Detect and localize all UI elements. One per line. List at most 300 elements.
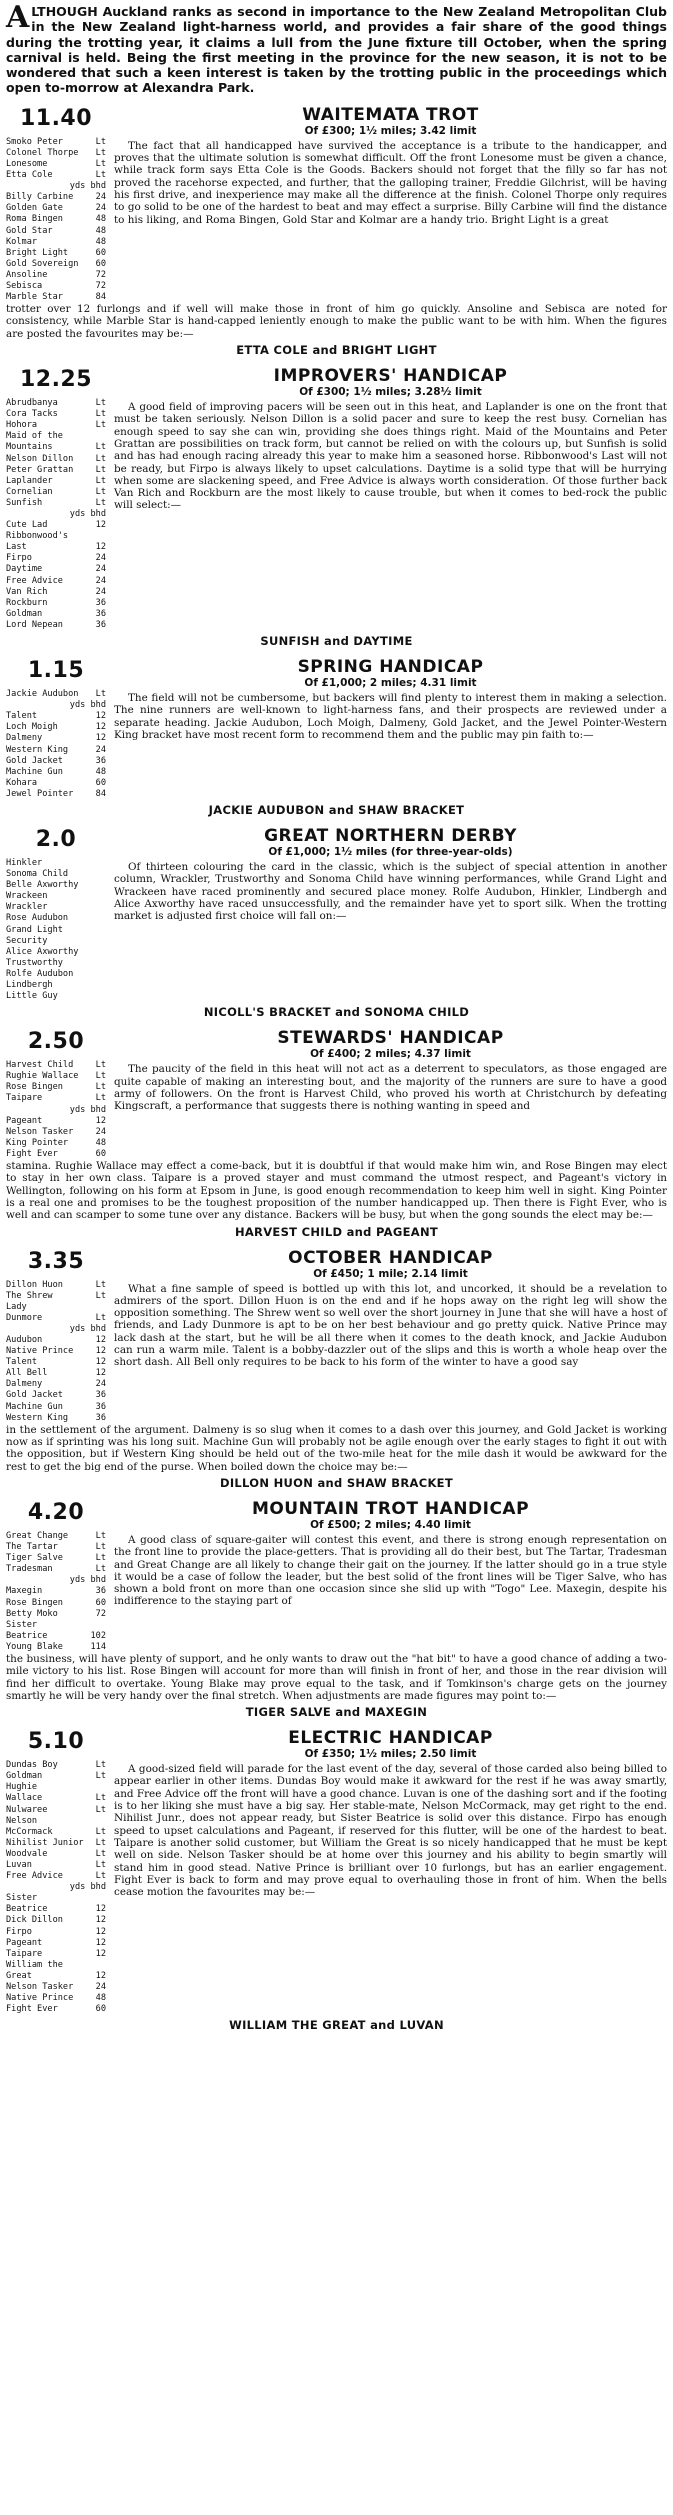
entry-horse: Maid of the (6, 431, 63, 442)
entry-horse: Rughie Wallace (6, 1071, 79, 1082)
entry-mark: Lt (95, 158, 106, 169)
entry-horse: Ribbonwood's (6, 531, 69, 542)
entry-horse: Bright Light (6, 247, 69, 258)
entry-row (6, 947, 106, 958)
entry-row (6, 420, 106, 431)
entry-horse: Sister (6, 1619, 38, 1630)
race-time: 2.0 (35, 826, 77, 852)
entry-row (6, 969, 106, 980)
entry-row (6, 454, 106, 465)
entry-row (6, 858, 106, 869)
entry-mark: Lt (95, 1760, 106, 1771)
entry-row (6, 148, 106, 159)
entry-row (6, 1860, 106, 1871)
race-stake: Of £450; 1 mile; 2.14 limit (313, 1267, 468, 1280)
entry-mark: 24 (95, 575, 106, 586)
entry-horse: Taipare (6, 1948, 43, 1959)
entry-horse: Rose Bingen (6, 1597, 63, 1608)
entry-row (6, 1346, 106, 1357)
entry-row (6, 248, 106, 259)
entry-horse: Etta Cole (6, 170, 53, 181)
entry-row (6, 1816, 106, 1827)
entry-row (6, 1971, 106, 1982)
race-stake: Of £300; 1½ miles; 3.28½ limit (299, 386, 482, 399)
entry-horse: Free Advice (6, 1871, 63, 1882)
entry-row (6, 1105, 106, 1116)
entry-row (6, 1960, 106, 1971)
entry-mark: 72 (95, 1608, 106, 1619)
entry-horse: Nelson Tasker (6, 1982, 74, 1993)
entry-mark: 24 (95, 192, 106, 203)
entry-horse: Loch Moigh (6, 722, 58, 733)
entry-mark: 24 (95, 1126, 106, 1137)
entry-mark: 12 (95, 711, 106, 722)
entry-row (6, 576, 106, 587)
entry-horse: Great (6, 1970, 32, 1981)
entry-horse: Peter Grattan (6, 464, 74, 475)
entry-mark: 36 (95, 619, 106, 630)
entry-horse: Betty Moko (6, 1608, 58, 1619)
race-left-column (6, 1247, 106, 1424)
entry-horse: Talent (6, 1357, 38, 1368)
entry-row (6, 1138, 106, 1149)
entry-mark: 36 (95, 608, 106, 619)
entry-horse: Dalmeny (6, 1379, 43, 1390)
entries-list (6, 1760, 106, 2015)
race-right-column (106, 104, 667, 226)
entry-horse: Native Prince (6, 1346, 74, 1357)
entry-mark: Lt (95, 1837, 106, 1848)
entry-horse: Trustworthy (6, 957, 63, 968)
entry-mark: Lt (95, 1793, 106, 1804)
race-row (6, 1027, 667, 1160)
entry-horse: Machine Gun (6, 766, 63, 777)
entry-row (6, 1993, 106, 2004)
entry-mark: yds bhd (69, 1882, 106, 1893)
entry-mark: 12 (95, 1115, 106, 1126)
race-right-column (106, 1498, 667, 1608)
entry-mark: 102 (90, 1630, 106, 1641)
race-left-column (6, 104, 106, 303)
entry-row (6, 1324, 106, 1335)
entry-mark: Lt (95, 1804, 106, 1815)
entry-mark: 12 (95, 733, 106, 744)
race-row (6, 1247, 667, 1424)
entry-mark: 48 (95, 236, 106, 247)
entry-row (6, 1805, 106, 1816)
race-right-column (106, 825, 667, 922)
entry-mark: Lt (95, 1542, 106, 1553)
entry-horse: Tiger Salve (6, 1553, 63, 1564)
entry-row (6, 553, 106, 564)
entry-horse: Golden Gate (6, 203, 63, 214)
race-time: 11.40 (19, 105, 93, 131)
entry-mark: Lt (95, 136, 106, 147)
entry-horse: Ansoline (6, 269, 48, 280)
entry-mark: Lt (95, 453, 106, 464)
entry-row (6, 542, 106, 553)
entry-row (6, 1793, 106, 1804)
entry-horse: Western King (6, 1412, 69, 1423)
entry-horse: Western King (6, 744, 69, 755)
race-section (6, 1247, 667, 1490)
entry-mark: 24 (95, 744, 106, 755)
entry-horse: Native Prince (6, 1993, 74, 2004)
entry-horse: Firpo (6, 553, 32, 564)
entry-mark: 36 (95, 597, 106, 608)
entry-row (6, 1060, 106, 1071)
entry-row (6, 159, 106, 170)
entry-horse: Woodvale (6, 1848, 48, 1859)
entry-row (6, 958, 106, 969)
entry-horse: Van Rich (6, 586, 48, 597)
entries-list (6, 1060, 106, 1160)
race-commentary: A good field of improving pacers will be seen out in this heat, and Laplander is one on the front that must be taken seriously. Nelson Dillon is a solid pacer and sure to keep the rest busy. Cornelian has enough speed to say she can win, providing she does things right. Maid of the Mountains and Peter Grattan are possibilities on track form, but cannot be relied on with the colours up, but Sunfish is solid and has had enough racing already this year to make him a seasoned horse. Ribbonwood's Last will not be ready, but Firpo is always likely to upset calculations. Daytime is a solid type that will be hurrying when some are slackening speed, and Free Advice is always worth consideration. Of those further back Van Rich and Rockburn are the most likely to cause trouble, but when it comes to bed-rock the public will select:— (114, 401, 667, 512)
entry-horse: Marble Star (6, 292, 63, 303)
entry-horse: Belle Axworthy (6, 880, 79, 891)
entry-row (6, 1598, 106, 1609)
entry-row (6, 1915, 106, 1926)
entry-mark: Lt (95, 420, 106, 431)
race-title: OCTOBER HANDICAP (288, 1247, 493, 1268)
entry-row (6, 270, 106, 281)
race-time: 2.50 (27, 1029, 85, 1055)
entry-horse: McCormack (6, 1826, 53, 1837)
entry-horse: Last (6, 542, 27, 553)
entry-mark: Lt (95, 497, 106, 508)
entry-row (6, 778, 106, 789)
entry-horse: Smoko Peter (6, 136, 63, 147)
entry-horse: Little Guy (6, 991, 58, 1002)
entry-mark: Lt (95, 1312, 106, 1323)
entry-mark: 12 (95, 1970, 106, 1981)
entry-horse: Audubon (6, 1335, 43, 1345)
entry-row (6, 203, 106, 214)
race-right-column (106, 365, 667, 512)
entry-row (6, 214, 106, 225)
entry-row (6, 1149, 106, 1160)
entry-horse: Roma Bingen (6, 214, 63, 225)
entry-horse: Lindbergh (6, 980, 53, 991)
entries-list (6, 689, 106, 800)
entry-row (6, 1642, 106, 1653)
race-section (6, 825, 667, 1019)
entry-row (6, 880, 106, 891)
entry-row (6, 487, 106, 498)
entry-mark: Lt (95, 464, 106, 475)
race-selection: SUNFISH and DAYTIME (260, 634, 413, 649)
race-stake: Of £400; 2 miles; 4.37 limit (310, 1048, 471, 1061)
entry-horse: Rockburn (6, 597, 48, 608)
entry-horse: Pageant (6, 1115, 43, 1126)
race-selection: JACKIE AUDUBON and SHAW BRACKET (208, 802, 465, 817)
entry-row (6, 925, 106, 936)
entry-row (6, 1620, 106, 1631)
entry-horse: Grand Light (6, 924, 63, 935)
race-selection: ETTA COLE and BRIGHT LIGHT (236, 343, 437, 358)
entry-horse: Nulwaree (6, 1804, 48, 1815)
entry-row (6, 1335, 106, 1346)
entry-horse: Firpo (6, 1926, 32, 1937)
entry-row (6, 1782, 106, 1793)
entry-row (6, 891, 106, 902)
entry-row (6, 1575, 106, 1586)
entry-row (6, 587, 106, 598)
entry-row (6, 1071, 106, 1082)
race-section (6, 104, 667, 357)
entry-horse: Tradesman (6, 1564, 53, 1575)
entry-mark: yds bhd (69, 1323, 106, 1334)
race-commentary-continued: the business, will have plenty of support, and he only wants to draw out the "hat bit" to have a good chance of adding a two-mile victory to his list. Rose Bingen will account for more than will finish in front of her, and those in the rear division will find her difficult to overtake. Young Blake may prove equal to the task, and if Tomkinson's charge gets on the journey smartly he will be very handy over the final stretch. When adjustments are made figures may point to:— (6, 1652, 667, 1702)
entry-row (6, 1849, 106, 1860)
entry-mark: Lt (95, 442, 106, 453)
race-left-column (6, 365, 106, 631)
entry-mark: 48 (95, 225, 106, 236)
entry-row (6, 745, 106, 756)
entry-horse: Hohora (6, 420, 38, 431)
entry-mark: Lt (95, 1553, 106, 1564)
entry-mark: Lt (95, 1279, 106, 1290)
entry-row (6, 531, 106, 542)
entry-row (6, 1771, 106, 1782)
entry-mark: 36 (95, 1586, 106, 1597)
entry-horse: Beatrice (6, 1630, 48, 1641)
entry-horse: Kohara (6, 777, 38, 788)
entry-horse: Jackie Audubon (6, 689, 79, 700)
entry-row (6, 520, 106, 531)
entry-mark: Lt (95, 1071, 106, 1082)
entry-mark: yds bhd (69, 1575, 106, 1586)
entry-mark: 60 (95, 1148, 106, 1159)
entry-horse: Colonel Thorpe (6, 147, 79, 158)
entry-mark: 24 (95, 1379, 106, 1390)
race-title: STEWARDS' HANDICAP (277, 1028, 504, 1049)
entry-row (6, 598, 106, 609)
entry-horse: Laplander (6, 475, 53, 486)
entry-horse: Lonesome (6, 158, 48, 169)
race-list (6, 104, 667, 2033)
entry-mark: 60 (95, 777, 106, 788)
race-selection: NICOLL'S BRACKET and SONOMA CHILD (203, 1005, 470, 1020)
entry-row (6, 722, 106, 733)
entry-row (6, 431, 106, 442)
entry-row (6, 991, 106, 1002)
race-commentary: What a fine sample of speed is bottled up with this lot, and uncorked, it should be a revelation to admirers of the sport. Dillon Huon is on the end and if he hops away on the right leg will show the opposition something. The Shrew went so well over the short journey in June that she will have a host of friends, and Lady Dunmore is apt to be on her best behaviour and go pretty quick. Native Prince may lack dash at the start, but he will be all there when it comes to the death knock, and Jackie Audubon can run a warm mile. Talent is a bobby-dazzler out of the slips and this is worth a whole heap over the short dash. All Bell only requires to be back to his form of the winter to have a good say (114, 1282, 667, 1369)
entry-mark: yds bhd (69, 700, 106, 711)
race-row (6, 1727, 667, 2015)
entry-mark: 12 (95, 1346, 106, 1357)
entry-mark: 84 (95, 788, 106, 799)
entry-row (6, 1082, 106, 1093)
entry-mark: 24 (95, 586, 106, 597)
entry-mark: Lt (95, 1860, 106, 1870)
entry-row (6, 2004, 106, 2015)
entry-mark: 48 (95, 1137, 106, 1148)
entry-row (6, 789, 106, 800)
entry-mark: 24 (95, 1982, 106, 1993)
entry-mark: 48 (95, 766, 106, 777)
race-left-column (6, 656, 106, 800)
entry-horse: Wallace (6, 1793, 43, 1804)
entry-horse: Sebisca (6, 281, 43, 291)
entry-row (6, 170, 106, 181)
entry-row (6, 1982, 106, 1993)
entry-mark: yds bhd (69, 1104, 106, 1115)
entry-row (6, 1357, 106, 1368)
entry-horse: Hinkler (6, 857, 43, 868)
race-selection: TIGER SALVE and MAXEGIN (245, 1705, 428, 1720)
entry-row (6, 936, 106, 947)
entry-horse: Goldman (6, 1771, 43, 1782)
race-right-column (106, 656, 667, 741)
entry-row (6, 767, 106, 778)
entry-mark: Lt (95, 1826, 106, 1837)
entry-horse: William the (6, 1959, 63, 1970)
race-selection: WILLIAM THE GREAT and LUVAN (229, 2018, 444, 2033)
entry-horse: Machine Gun (6, 1401, 63, 1412)
race-left-column (6, 1498, 106, 1653)
entry-mark: Lt (95, 1082, 106, 1093)
entry-row (6, 476, 106, 487)
race-title: ELECTRIC HANDICAP (288, 1728, 493, 1749)
entry-horse: Nihilist Junior (6, 1837, 84, 1848)
drop-cap: A (6, 0, 30, 35)
race-stake: Of £1,000; 2 miles; 4.31 limit (304, 677, 477, 690)
entry-horse: Gold Jacket (6, 755, 63, 766)
race-commentary: A good class of square-gaiter will contest this event, and there is strong enough representation on the front line to provide the place-getters. That is providing all do their best, but The Tartar, Tradesman and Great Change are all likely to change their gait on the journey. If the latter should go in a true style it would be a case of follow the leader, but the best solid of the front lines will be Tiger Salve, who has shown a bold front on more than one occasion since she slid up with "Togo" Lee. Maxegin, despite his indifference to the staying part of (114, 1533, 667, 1608)
entry-mark: Lt (95, 1848, 106, 1859)
entry-row (6, 689, 106, 700)
race-time: 3.35 (27, 1248, 85, 1274)
race-right-column (106, 1027, 667, 1112)
entry-row (6, 137, 106, 148)
entry-mark: Lt (95, 689, 106, 700)
entry-horse: Sunfish (6, 497, 43, 508)
entry-mark: Lt (95, 1290, 106, 1301)
entry-mark: 48 (95, 1993, 106, 2004)
entry-horse: Lady (6, 1301, 27, 1312)
race-commentary: The paucity of the field in this heat will not act as a deterrent to speculators, as those engaged are quite capable of making an interesting bout, and the majority of the runners are sure to have a good army of followers. On the front is Harvest Child, who proved his worth at Christchurch by defeating Kingscraft, a performance that suggests there is nothing wanting in speed and (114, 1063, 667, 1113)
entry-row (6, 1280, 106, 1291)
race-commentary: The field will not be cumbersome, but backers will find plenty to interest them in making a selection. The nine runners are well-known to light-harness fans, and their prospects are reviewed under a separate heading. Jackie Audubon, Loch Moigh, Dalmeny, Gold Jacket, and the Jewel Pointer-Western King bracket have most recent form to recommend them and the public may pin faith to:— (114, 692, 667, 741)
entry-mark: 60 (95, 247, 106, 258)
entry-mark: 36 (95, 1412, 106, 1423)
entry-mark: 84 (95, 292, 106, 303)
entry-horse: Harvest Child (6, 1060, 74, 1071)
entry-row (6, 1291, 106, 1302)
entry-row (6, 181, 106, 192)
entry-horse: Taipare (6, 1093, 43, 1104)
entry-horse: Pageant (6, 1937, 43, 1948)
race-time: 12.25 (19, 367, 93, 393)
entry-horse: Free Advice (6, 575, 63, 586)
entry-mark: 12 (95, 520, 106, 531)
entry-row (6, 1402, 106, 1413)
entry-row (6, 259, 106, 270)
race-commentary: A good-sized field will parade for the last event of the day, several of those carded also being billed to appear earlier in other items. Dundas Boy would make it awkward for the rest if he was away smartly, and Free Advice off the front will have a good chance. Luvan is one of the dashing sort and if the footing is to her liking she must have a big say. Her stable-mate, Nelson McCormack, may get right to the end. Nihilist Junr., does not appear ready, but Sister Beatrice is solid over this distance. Firpo has enough speed to upset calculations and Pageant, if reserved for this flutter, will be one of the hardest to beat. Taipare is another solid customer, but William the Great is so nicely handicapped that he must be kept well on side. Nelson Tasker should be at home over this journey and his ability to begin smartly will stand him in good stead. Native Prince is brilliant over 10 furlongs, but has an earlier engagement. Fight Ever is back to form and may prove equal to overhauling those in front of him. When the bells cease motion the favourites may be:— (114, 1763, 667, 1899)
entry-row (6, 1553, 106, 1564)
race-row (6, 656, 667, 800)
entry-horse: Gold Star (6, 225, 53, 236)
race-stake: Of £300; 1½ miles; 3.42 limit (304, 124, 477, 137)
entry-mark: 12 (95, 1948, 106, 1959)
entry-row (6, 409, 106, 420)
entries-list (6, 1531, 106, 1653)
entry-horse: Nelson (6, 1815, 38, 1826)
entry-row (6, 1413, 106, 1424)
entry-horse: Beatrice (6, 1904, 48, 1915)
race-section (6, 1027, 667, 1238)
race-commentary-continued: stamina. Rughie Wallace may effect a come-back, but it is doubtful if that would make him win, and Rose Bingen may elect to stay in her own class. Taipare is a proved stayer and must command the utmost respect, and Pageant's victory in Wellington, following on his form at Epsom in June, is good enough recommendation to keep him well in sight. King Pointer is a real one and promises to be the toughest proposition of the number handicapped up. Then there is Fight Ever, who is well and can scamper to some tune over any distance. Backers will be busy, but when the gong sounds the elect may be:— (6, 1160, 667, 1222)
entry-horse: Nelson Dillon (6, 453, 74, 464)
entry-row (6, 1949, 106, 1960)
entry-horse: Sister (6, 1893, 38, 1904)
entry-row (6, 1313, 106, 1324)
race-time: 1.15 (27, 658, 85, 684)
entry-mark: 12 (95, 1926, 106, 1937)
entry-horse: Billy Carbine (6, 192, 74, 203)
race-left-column (6, 1027, 106, 1160)
entry-horse: Dalmeny (6, 733, 43, 744)
entry-row (6, 192, 106, 203)
entry-row (6, 1127, 106, 1138)
entry-row (6, 980, 106, 991)
race-commentary-continued: in the settlement of the argument. Dalmeny is so slug when it comes to a dash over this journey, and Gold Jacket is working now as if sprinting was his long suit. Machine Gun will probably not be agile enough over the early stages to fight it out with the opposition, but if Western King should be held out of the two-mile heat for the mile dash it would be awkward for the rest to get the big end of the purse. When boiled down the choice may be:— (6, 1423, 667, 1473)
entry-mark: Lt (95, 398, 106, 409)
entry-horse: Daytime (6, 564, 43, 575)
entry-mark: Lt (95, 486, 106, 497)
entry-mark: yds bhd (69, 181, 106, 192)
entry-horse: Cora Tacks (6, 409, 58, 420)
entry-horse: Cute Lad (6, 520, 48, 531)
entry-mark: Lt (95, 1093, 106, 1104)
entry-mark: Lt (95, 1771, 106, 1782)
entries-list (6, 1280, 106, 1424)
entry-row (6, 1893, 106, 1904)
entry-mark: Lt (95, 1871, 106, 1882)
entry-horse: Rose Bingen (6, 1082, 63, 1093)
entry-horse: Cornelian (6, 486, 53, 497)
entry-row (6, 913, 106, 924)
entry-mark: 12 (95, 722, 106, 733)
entry-row (6, 442, 106, 453)
entry-horse: Abrudbanya (6, 398, 58, 409)
race-time: 4.20 (27, 1499, 85, 1525)
race-row (6, 365, 667, 631)
entry-row (6, 1938, 106, 1949)
entry-horse: Goldman (6, 608, 43, 619)
entry-mark: Lt (95, 147, 106, 158)
entry-row (6, 498, 106, 509)
race-stake: Of £1,000; 1½ miles (for three-year-olds) (268, 845, 513, 858)
entry-horse: Alice Axworthy (6, 946, 79, 957)
entry-row (6, 1531, 106, 1542)
race-right-column (106, 1247, 667, 1369)
entry-horse: Hughie (6, 1782, 38, 1793)
entry-row (6, 281, 106, 292)
entry-mark: 12 (95, 1368, 106, 1379)
entry-row (6, 711, 106, 722)
entry-row (6, 237, 106, 248)
entry-row (6, 1390, 106, 1401)
entry-horse: Lord Nepean (6, 619, 63, 630)
race-row (6, 104, 667, 303)
race-row (6, 1498, 667, 1653)
entry-horse: Maxegin (6, 1586, 43, 1597)
entry-horse: Talent (6, 711, 38, 722)
entry-horse: Jewel Pointer (6, 788, 74, 799)
intro-paragraph (6, 0, 667, 96)
